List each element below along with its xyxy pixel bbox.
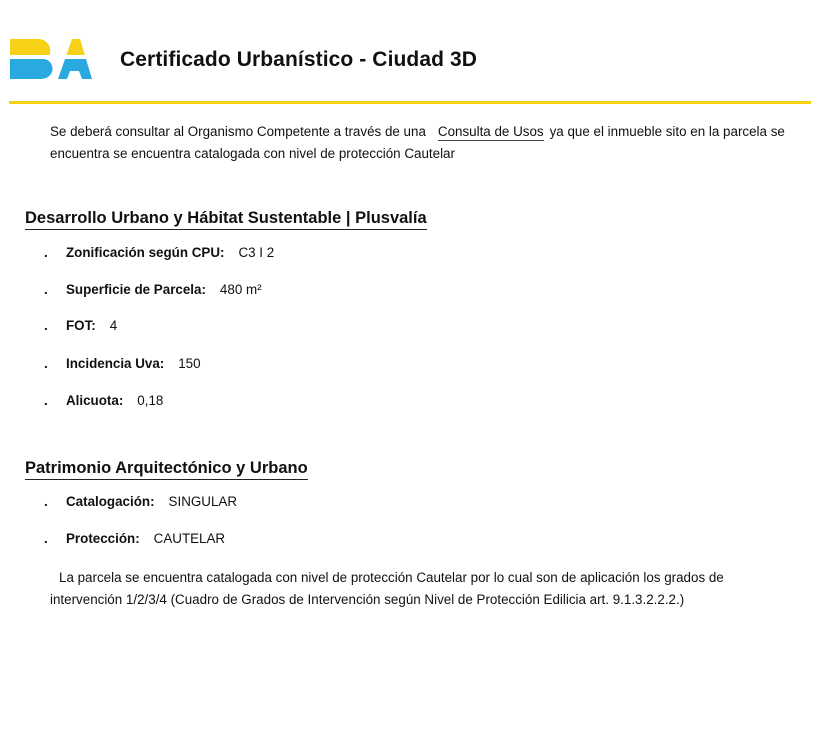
field-proteccion [44, 531, 225, 546]
consulta-de-usos-link[interactable]: Consulta de Usos [437, 124, 544, 139]
bullet: . [44, 282, 48, 297]
bullet: . [44, 318, 48, 333]
bullet: . [44, 245, 48, 260]
usage-consultation-notice [50, 121, 790, 165]
field-label: Zonificación según CPU: [66, 245, 225, 260]
field-value: SINGULAR [168, 494, 238, 509]
field-value: 0,18 [137, 393, 164, 408]
document-title: Certificado Urbanístico - Ciudad 3D [120, 48, 478, 71]
header-divider [9, 101, 811, 104]
field-label: Superficie de Parcela: [66, 282, 206, 297]
document-header [0, 0, 828, 104]
field-zonificacion [44, 245, 274, 260]
bullet: . [44, 494, 48, 509]
bullet: . [44, 531, 48, 546]
section-title-desarrollo-urbano: Desarrollo Urbano y Hábitat Sustentable | Plusvalía [25, 209, 427, 230]
notice-text-after: ya que el inmueble sito en la parcela se encuentra se encuentra catalogada con nivel de protección Cautelar [50, 124, 785, 161]
field-superficie-parcela [44, 282, 262, 297]
field-label: Catalogación: [66, 494, 155, 509]
field-value: CAUTELAR [153, 531, 226, 546]
protection-note: La parcela se encuentra catalogada con nivel de protección Cautelar por lo cual son de aplicación los grados de intervención 1/2/3/4 (Cuadro de Grados de Intervención según Nivel de Protección Edilicia art. 9.1.3.2.2.2.) [50, 570, 724, 607]
ba-logo [8, 37, 92, 81]
field-label: FOT: [66, 318, 96, 333]
field-value: 480 m² [219, 282, 262, 297]
field-value: 4 [109, 318, 118, 333]
field-catalogacion [44, 494, 237, 509]
bullet: . [44, 356, 48, 371]
field-value: 150 [178, 356, 201, 371]
field-value: C3 I 2 [238, 245, 275, 260]
field-alicuota [44, 393, 163, 408]
field-label: Incidencia Uva: [66, 356, 165, 371]
notice-text-before: Se deberá consultar al Organismo Competente a través de una [50, 124, 426, 139]
bullet: . [44, 393, 48, 408]
section-title-patrimonio: Patrimonio Arquitectónico y Urbano [25, 459, 308, 480]
field-incidencia-uva [44, 356, 201, 371]
field-label: Alicuota: [66, 393, 124, 408]
field-fot [44, 318, 117, 333]
field-label: Protección: [66, 531, 140, 546]
